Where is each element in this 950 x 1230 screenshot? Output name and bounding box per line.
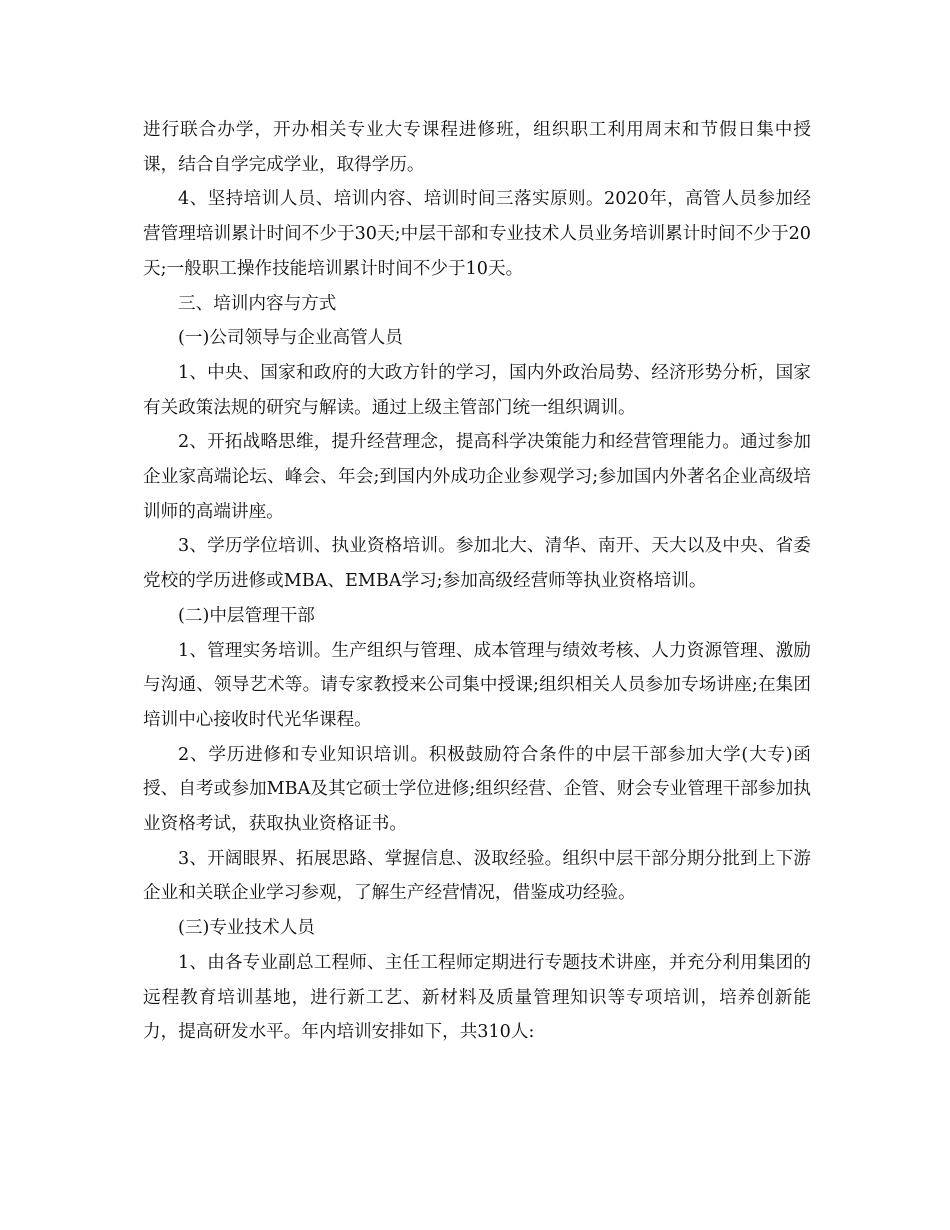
paragraph-middle-item-3: 3、开阔眼界、拓展思路、掌握信息、汲取经验。组织中层干部分期分批到上下游企业和关联企业学习参观，了解生产经营情况，借鉴成功经验。 xyxy=(143,848,811,904)
subsection-heading-executives: (一)公司领导与企业高管人员 xyxy=(178,328,403,349)
section-heading-training-content: 三、培训内容与方式 xyxy=(178,293,337,314)
subsection-heading-technical-staff: (三)专业技术人员 xyxy=(178,918,315,939)
paragraph-training-time-principle: 4、坚持培训人员、培训内容、培训时间三落实原则。2020年，高管人员参加经营管理培训累计时间不少于30天;中层干部和专业技术人员业务培训累计时间不少于20天;一般职工操作技能培训累计时间不少于10天。 xyxy=(143,189,811,279)
paragraph-technical-item-1: 1、由各专业副总工程师、主任工程师定期进行专题技术讲座，并充分利用集团的远程教育培训基地，进行新工艺、新材料及质量管理知识等专项培训，培养创新能力，提高研发水平。年内培训安排如下，共310人: xyxy=(143,952,811,1043)
paragraph-exec-item-3: 3、学历学位培训、执业资格培训。参加北大、清华、南开、天大以及中央、省委党校的学历进修或MBA、EMBA学习;参加高级经营师等执业资格培训。 xyxy=(143,536,811,592)
document-body xyxy=(143,113,811,1050)
subsection-heading-middle-managers: (二)中层管理干部 xyxy=(178,605,315,626)
paragraph-middle-item-1: 1、管理实务培训。生产组织与管理、成本管理与绩效考核、人力资源管理、激励与沟通、领导艺术等。请专家教授来公司集中授课;组织相关人员参加专场讲座;在集团培训中心接收时代光华课程。 xyxy=(143,640,811,730)
paragraph-exec-item-2: 2、开拓战略思维，提升经营理念，提高科学决策能力和经营管理能力。通过参加企业家高端论坛、峰会、年会;到国内外成功企业参观学习;参加国内外著名企业高级培训师的高端讲座。 xyxy=(143,432,811,522)
paragraph-exec-item-1: 1、中央、国家和政府的大政方针的学习，国内外政治局势、经济形势分析，国家有关政策法规的研究与解读。通过上级主管部门统一组织调训。 xyxy=(143,362,811,418)
paragraph-middle-item-2: 2、学历进修和专业知识培训。积极鼓励符合条件的中层干部参加大学(大专)函授、自考或参加MBA及其它硕士学位进修;组织经营、企管、财会专业管理干部参加执业资格考试，获取执业资格证书。 xyxy=(143,744,811,835)
paragraph-continuation: 进行联合办学，开办相关专业大专课程进修班，组织职工利用周末和节假日集中授课，结合自学完成学业，取得学历。 xyxy=(143,120,811,175)
